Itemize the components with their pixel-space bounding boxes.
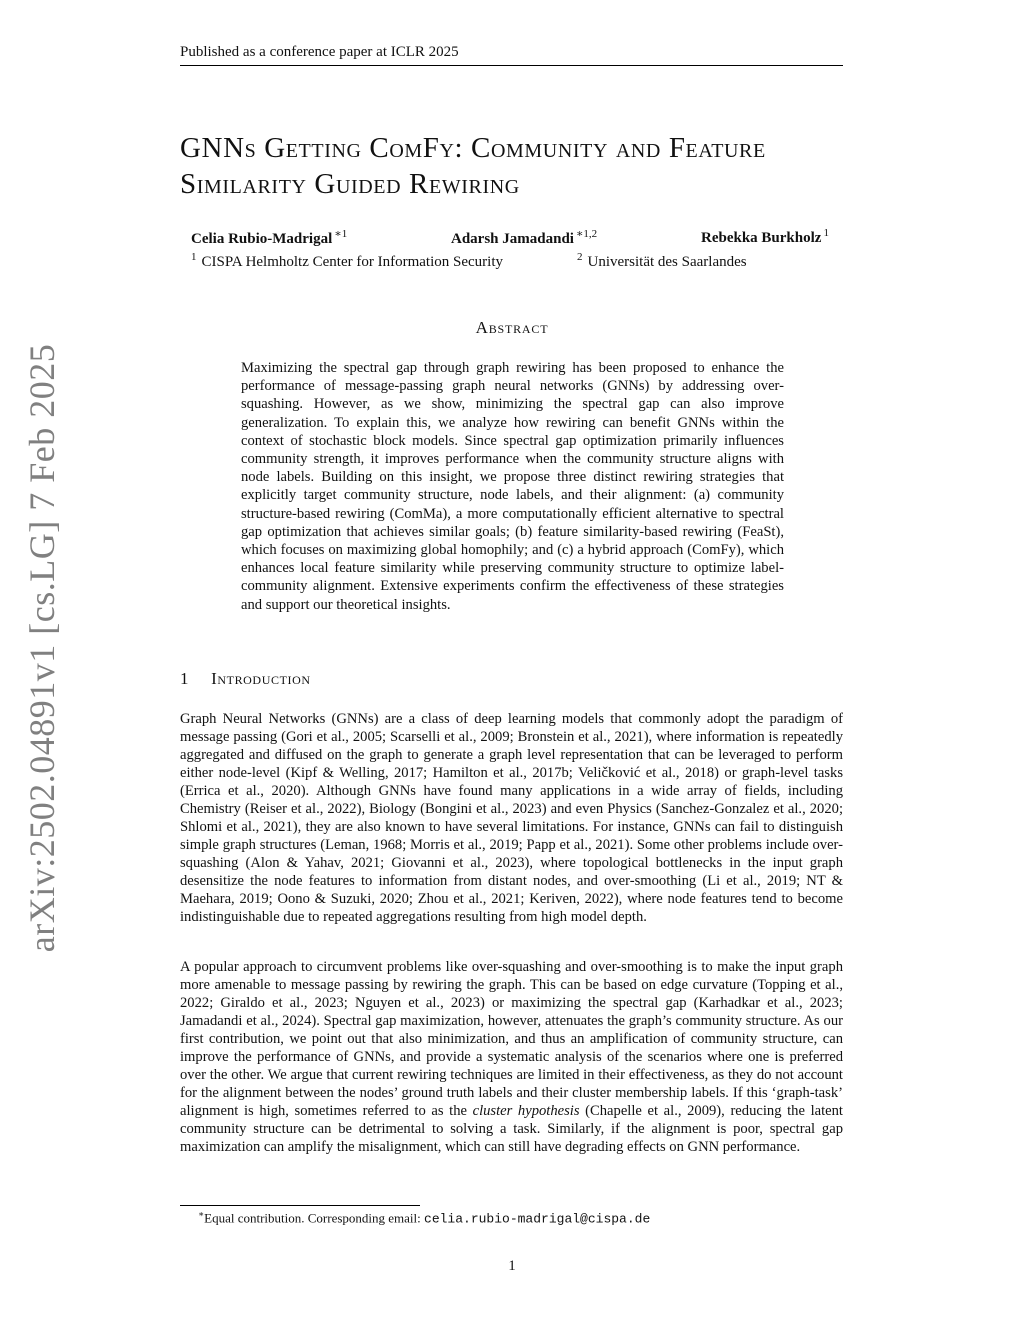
- affiliation-1: [191, 251, 503, 271]
- author-name: Rebekka Burkholz: [701, 230, 822, 246]
- author-name: Adarsh Jamadandi: [451, 231, 574, 247]
- intro-paragraph-1: Graph Neural Networks (GNNs) are a class of deep learning models that commonly adopt the paradigm of message passing (Gori et al., 2005; Scarselli et al., 2009; Bronstein et al., 2021), where information is repeatedly aggregated and diffused on the graph to generate a graph level representation that can be leveraged to perform either node-level (Kipf & Welling, 2017; Hamilton et al., 2017b; Veličković et al., 2018) or graph-level tasks (Errica et al., 2020). Although GNNs have found many applications in a wide array of fields, including Chemistry (Reiser et al., 2022), Biology (Bongini et al., 2023) and even Physics (Sanchez-Gonzalez et al., 2020; Shlomi et al., 2021), they are also known to have several limitations. For instance, GNNs can fail to distinguish simple graph structures (Leman, 1968; Morris et al., 2019; Papp et al., 2021). Some other problems include over-squashing (Alon & Yahav, 2021; Giovanni et al., 2023), where topological bottlenecks in the input graph desensitize the node features to information from distant nodes, and over-smoothing (Li et al., 2019; NT & Maehara, 2019; Oono & Suzuki, 2020; Zhou et al., 2021; Keriven, 2022), where node features tend to become indistinguishable due to repeated aggregations resulting from high model depth.: [180, 711, 843, 925]
- affiliation-mark: 1: [191, 251, 197, 263]
- footnote-email: celia.rubio-madrigal@cispa.de: [424, 1211, 651, 1227]
- author-2: [451, 227, 597, 248]
- affiliation-mark: 2: [577, 251, 583, 263]
- abstract-text: Maximizing the spectral gap through graph rewiring has been proposed to enhance the performance of message-passing graph neural networks (GNNs) by addressing over-squashing. However, as we show, minimizing the spectral gap can also improve generalization. To explain this, we analyze how rewiring can benefit GNNs within the context of stochastic block models. Since spectral gap optimization primarily influences community strength, it improves performance when the community structure aligns with node labels. Building on this insight, we propose three distinct rewiring strategies that explicitly target community structure, node labels, and their alignment: (a) community structure-based rewiring (ComMa), a more computationally efficient alternative to spectral gap optimization that achieves similar goals; (b) feature similarity-based rewiring (FeaSt), which focuses on maximizing global homophily; and (c) a hybrid approach (ComFy), which enhances local feature similarity while preserving community structure to optimize label-community alignment. Extensive experiments confirm the effectiveness of these strategies and support our theoretical insights.: [241, 360, 784, 613]
- title-line-2: Similarity Guided Rewiring: [180, 168, 520, 200]
- author-1: [191, 227, 347, 248]
- affiliation-name: Universität des Saarlandes: [587, 254, 747, 270]
- title-line-1: GNNs Getting ComFy: Community and Feature: [180, 132, 766, 164]
- footnote-rule: [180, 1205, 420, 1206]
- header-rule: [180, 65, 843, 66]
- section-title: Introduction: [211, 669, 311, 688]
- arxiv-identifier: arXiv:2502.04891v1 [cs.LG] 7 Feb 2025: [22, 343, 62, 953]
- affiliation-name: CISPA Helmholtz Center for Information Security: [201, 254, 503, 270]
- footnote-text: Equal contribution. Corresponding email:: [204, 1210, 425, 1226]
- intro-paragraph-2: [180, 958, 843, 1156]
- author-3: [701, 227, 829, 247]
- section-number: 1: [180, 669, 190, 688]
- paragraph-text: A popular approach to circumvent problems like over-squashing and over-smoothing is to make the input graph more amenable to message passing by rewiring the graph. This can be based on edge curvature (Topping et al., 2022; Giraldo et al., 2023; Nguyen et al., 2023) or maximizing the spectral gap (Karhadkar et al., 2023; Jamadandi et al., 2024). Spectral gap maximization, however, attenuates the graph’s community structure. As our first contribution, we point out that also minimization, and thus an amplification of community structure, can improve the performance of GNNs, and provide a systematic analysis of the scenarios where one is preferred over the other. We argue that current rewiring techniques are limited in their effectiveness, as they do not account for the alignment between the nodes’ ground truth labels and their cluster membership labels. If this ‘graph-task’ alignment is high, sometimes referred to as the: [180, 959, 843, 1119]
- footnote: [198, 1209, 650, 1226]
- paragraph-text: (Chapelle et al., 2009), reducing the latent community structure can be detrimental to solving a task. Similarly, if the alignment is poor, spectral gap maximization can amplify the misalignment, which can still have degrading effects on GNN performance.: [180, 1103, 843, 1155]
- page-number: 1: [508, 1258, 516, 1274]
- running-header: Published as a conference paper at ICLR 2025: [180, 44, 459, 60]
- author-name: Celia Rubio-Madrigal: [191, 231, 333, 247]
- author-marks: ∗1,2: [575, 228, 598, 240]
- section-heading-introduction: [180, 669, 311, 689]
- abstract-heading: Abstract: [475, 318, 549, 337]
- emphasis-cluster-hypothesis: cluster hypothesis: [472, 1103, 580, 1119]
- affiliation-2: [577, 251, 747, 271]
- author-marks: ∗1: [334, 228, 348, 240]
- author-marks: 1: [823, 227, 829, 239]
- footnote-mark: ∗: [198, 1209, 205, 1219]
- paper-title: [180, 130, 870, 202]
